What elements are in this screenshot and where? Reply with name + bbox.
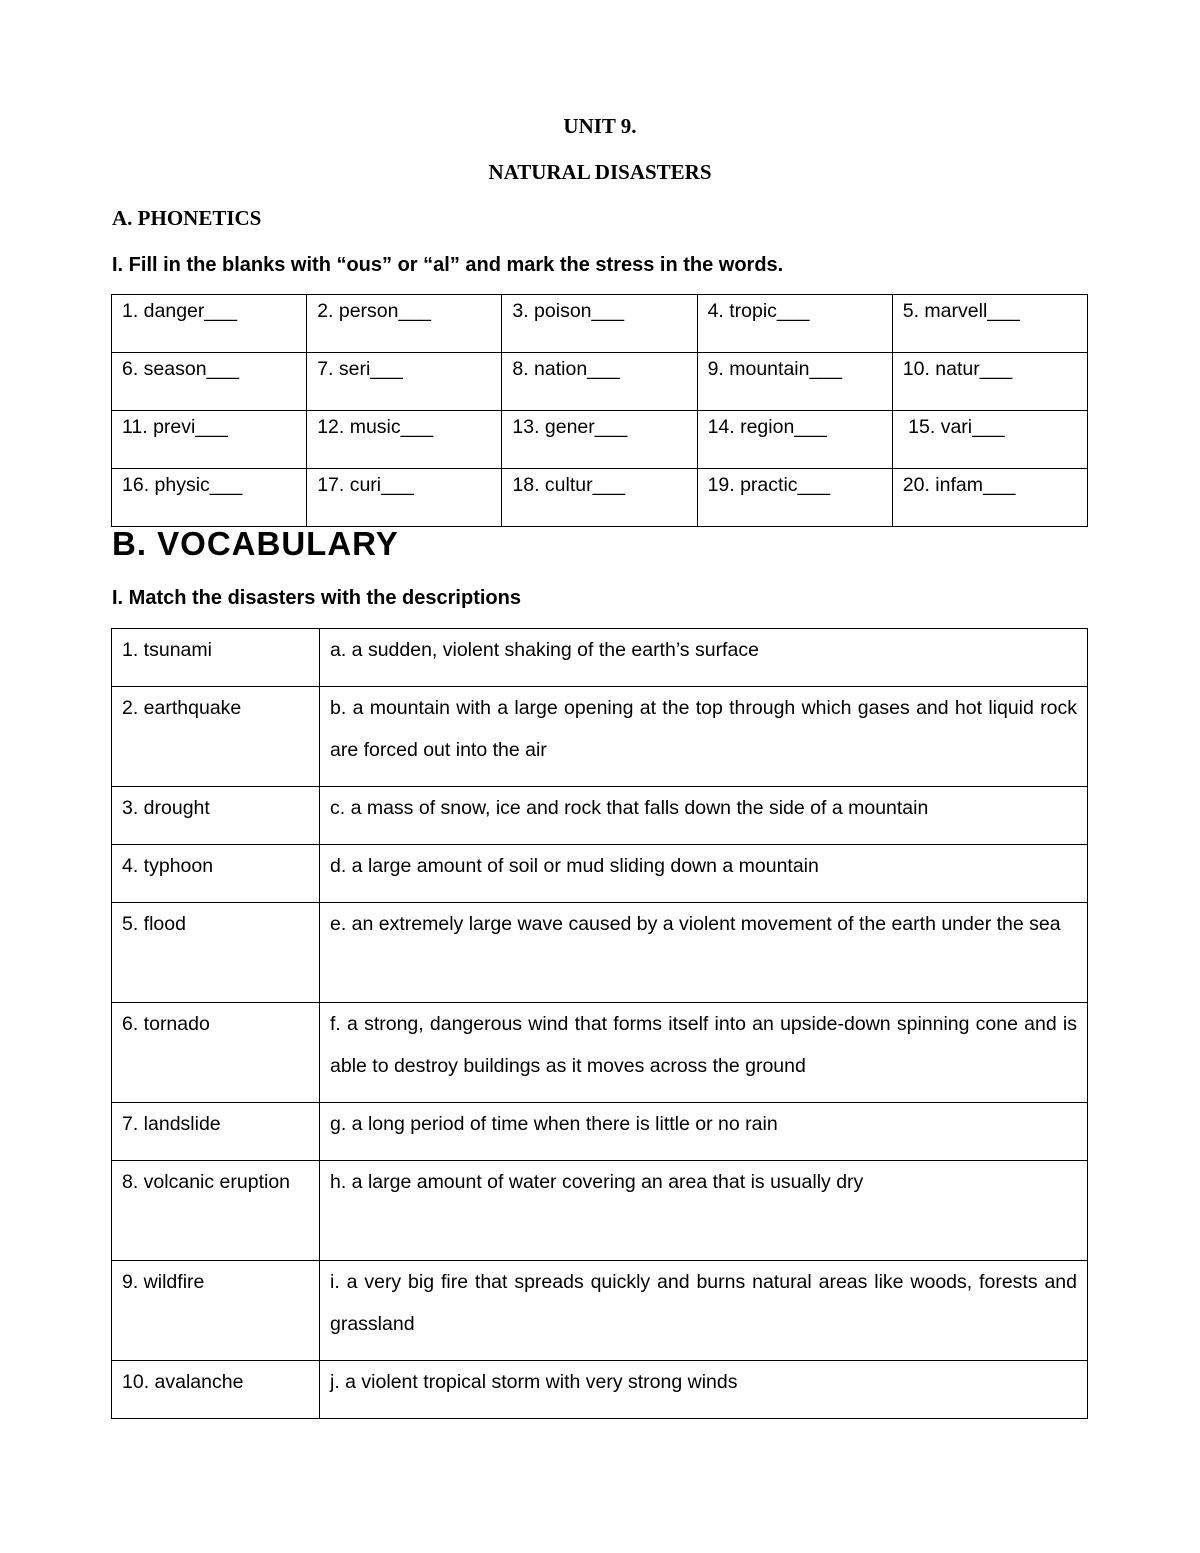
disaster-description: b. a mountain with a large opening at the top through which gases and hot liquid rock are forced out into the air xyxy=(320,687,1088,787)
disaster-description: j. a violent tropical storm with very strong winds xyxy=(320,1361,1088,1419)
table-row xyxy=(112,845,1088,903)
table-cell: 13. gener___ xyxy=(502,411,697,469)
table-cell: 16. physic___ xyxy=(112,469,307,527)
table-cell: 8. nation___ xyxy=(502,353,697,411)
disaster-term: 6. tornado xyxy=(112,1003,320,1103)
disaster-term: 3. drought xyxy=(112,787,320,845)
table-row xyxy=(112,687,1088,787)
table-cell: 18. cultur___ xyxy=(502,469,697,527)
disaster-term: 2. earthquake xyxy=(112,687,320,787)
table-row xyxy=(112,903,1088,1003)
unit-topic: NATURAL DISASTERS xyxy=(488,160,712,184)
disaster-term: 10. avalanche xyxy=(112,1361,320,1419)
table-row xyxy=(112,353,1088,411)
disaster-term: 8. volcanic eruption xyxy=(112,1161,320,1261)
table-row xyxy=(112,295,1088,353)
disaster-term: 7. landslide xyxy=(112,1103,320,1161)
table-cell: 5. marvell___ xyxy=(892,295,1087,353)
table-cell: 7. seri___ xyxy=(307,353,502,411)
disaster-description: c. a mass of snow, ice and rock that falls down the side of a mountain xyxy=(320,787,1088,845)
table-cell: 14. region___ xyxy=(697,411,892,469)
disaster-description: a. a sudden, violent shaking of the earth’s surface xyxy=(320,629,1088,687)
disaster-term: 9. wildfire xyxy=(112,1261,320,1361)
table-row xyxy=(112,1161,1088,1261)
table-cell: 17. curi___ xyxy=(307,469,502,527)
table-cell: 20. infam___ xyxy=(892,469,1087,527)
disaster-term: 4. typhoon xyxy=(112,845,320,903)
table-row xyxy=(112,787,1088,845)
disaster-description: f. a strong, dangerous wind that forms itself into an upside-down spinning cone and is able to destroy buildings as it moves across the ground xyxy=(320,1003,1088,1103)
table-cell: 12. music___ xyxy=(307,411,502,469)
disaster-description: d. a large amount of soil or mud sliding down a mountain xyxy=(320,845,1088,903)
vocabulary-table xyxy=(111,628,1088,1419)
disaster-description: g. a long period of time when there is little or no rain xyxy=(320,1103,1088,1161)
table-row xyxy=(112,1261,1088,1361)
table-row xyxy=(112,1003,1088,1103)
table-cell: 19. practic___ xyxy=(697,469,892,527)
disaster-description: h. a large amount of water covering an area that is usually dry xyxy=(320,1161,1088,1261)
disaster-description: e. an extremely large wave caused by a violent movement of the earth under the sea xyxy=(320,903,1088,1003)
section-b-heading: B. VOCABULARY xyxy=(112,525,399,562)
disaster-term: 1. tsunami xyxy=(112,629,320,687)
table-cell: 4. tropic___ xyxy=(697,295,892,353)
table-row xyxy=(112,1361,1088,1419)
section-a-heading: A. PHONETICS xyxy=(112,206,262,230)
disaster-term: 5. flood xyxy=(112,903,320,1003)
table-row xyxy=(112,469,1088,527)
vocabulary-instruction: I. Match the disasters with the descriptions xyxy=(112,587,521,609)
table-cell: 9. mountain___ xyxy=(697,353,892,411)
table-cell: 10. natur___ xyxy=(892,353,1087,411)
table-cell: 3. poison___ xyxy=(502,295,697,353)
table-row xyxy=(112,411,1088,469)
phonetics-instruction: I. Fill in the blanks with “ous” or “al” and mark the stress in the words. xyxy=(112,254,784,276)
table-cell: 15. vari___ xyxy=(892,411,1087,469)
table-cell: 1. danger___ xyxy=(112,295,307,353)
table-cell: 2. person___ xyxy=(307,295,502,353)
disaster-description: i. a very big fire that spreads quickly and burns natural areas like woods, forests and grassland xyxy=(320,1261,1088,1361)
table-cell: 6. season___ xyxy=(112,353,307,411)
phonetics-table xyxy=(111,294,1088,527)
table-row xyxy=(112,629,1088,687)
unit-title: UNIT 9. xyxy=(563,114,637,138)
table-cell: 11. previ___ xyxy=(112,411,307,469)
table-row xyxy=(112,1103,1088,1161)
